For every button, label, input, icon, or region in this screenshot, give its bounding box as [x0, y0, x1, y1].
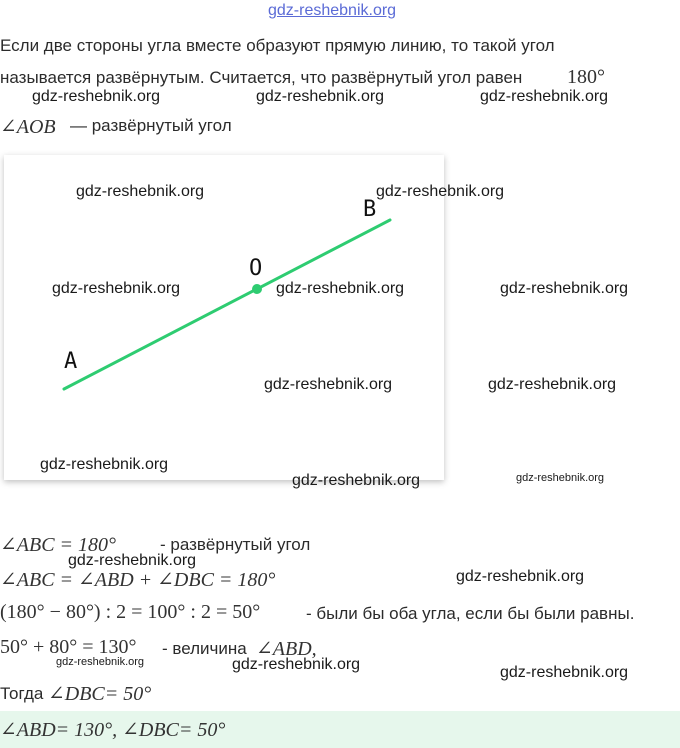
watermark: gdz-reshebnik.org: [276, 280, 405, 297]
watermark: gdz-reshebnik.org: [500, 280, 629, 297]
watermark: gdz-reshebnik.org: [52, 280, 181, 297]
straight-angle-figure: [4, 155, 444, 480]
solution-line-5-text: Тогда: [0, 684, 44, 703]
watermark: gdz-reshebnik.org: [56, 656, 145, 668]
intro-line-2: называется развёрнутым. Считается, что развёрнутый угол равен: [0, 68, 523, 87]
label-a: A: [64, 349, 78, 374]
watermark: gdz-reshebnik.org: [480, 88, 609, 105]
watermark: gdz-reshebnik.org: [500, 664, 629, 681]
solution-line-3-text: - были бы оба угла, если бы были равны.: [306, 604, 635, 623]
watermark: gdz-reshebnik.org: [68, 552, 197, 569]
line-aob: [64, 220, 390, 389]
watermark: gdz-reshebnik.org: [488, 376, 617, 393]
solution-line-3-math: (180° − 80°) : 2 = 100° : 2 = 50°: [0, 601, 261, 623]
solution-line-5-math: ∠DBC= 50°: [48, 683, 152, 705]
label-o: O: [249, 256, 263, 281]
solution-line-1-text: - развёрнутый угол: [160, 535, 311, 554]
solution-line-1-math: ∠ABC = 180°: [0, 534, 117, 556]
solution-line-4-math2: ∠ABD,: [256, 638, 317, 660]
straight-angle-diagram: [4, 155, 444, 480]
watermark: gdz-reshebnik.org: [32, 88, 161, 105]
watermark: gdz-reshebnik.org: [376, 183, 505, 200]
answer-box: [0, 711, 680, 748]
intro-line-2-math: 180°: [567, 66, 605, 88]
point-o: [252, 284, 262, 294]
watermark: gdz-reshebnik.org: [40, 456, 169, 473]
solution-line-4-text: - величина: [162, 639, 247, 658]
label-b: B: [363, 197, 377, 222]
intro-line-3-text: — развёрнутый угол: [70, 116, 232, 135]
watermark: gdz-reshebnik.org: [292, 472, 421, 489]
intro-line-3-math: ∠AOB: [0, 116, 56, 138]
watermark-top[interactable]: gdz-reshebnik.org: [268, 2, 397, 19]
solution-line-2-math: ∠ABC = ∠ABD + ∠DBC = 180°: [0, 569, 276, 591]
watermark: gdz-reshebnik.org: [456, 568, 585, 585]
watermark: gdz-reshebnik.org: [256, 88, 385, 105]
watermark: gdz-reshebnik.org: [232, 656, 361, 673]
watermark: gdz-reshebnik.org: [516, 472, 605, 484]
watermark: gdz-reshebnik.org: [264, 376, 393, 393]
solution-line-4-math: 50° + 80° = 130°: [0, 636, 137, 658]
watermark: gdz-reshebnik.org: [76, 183, 205, 200]
intro-line-1: Если две стороны угла вместе образуют прямую линию, то такой угол: [0, 36, 555, 55]
answer-math: ∠ABD= 130°, ∠DBC= 50°: [0, 719, 226, 741]
